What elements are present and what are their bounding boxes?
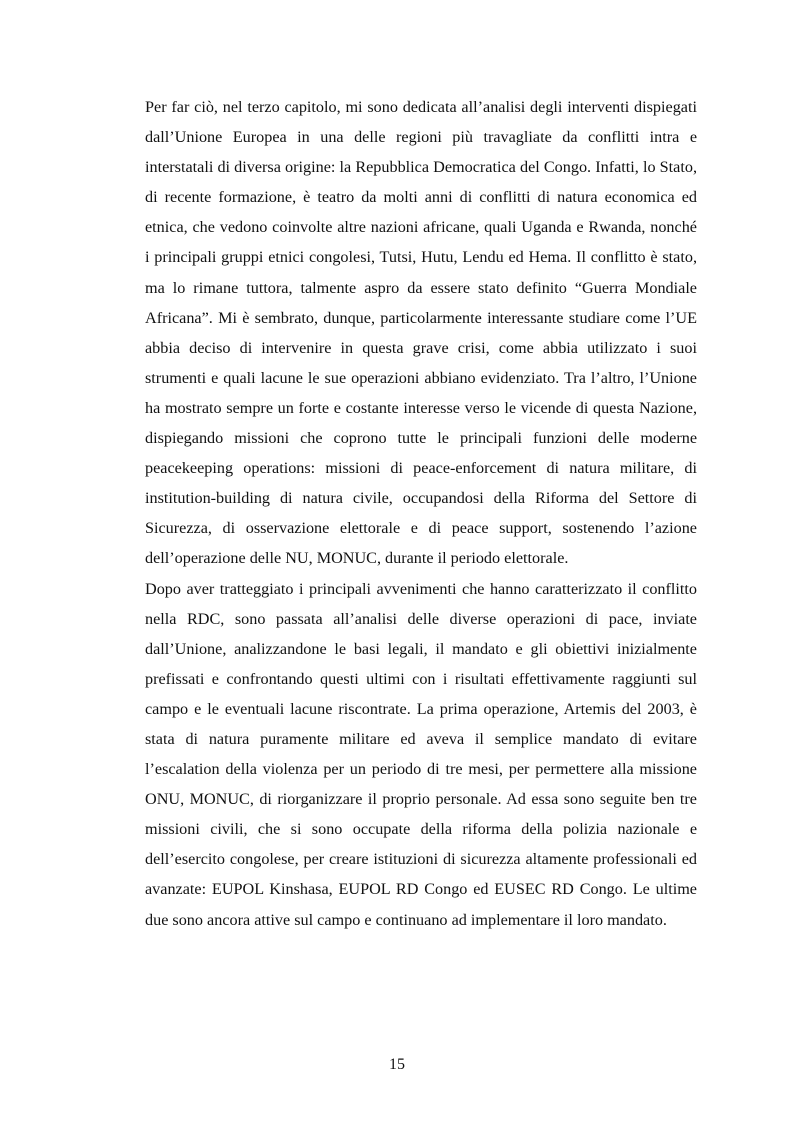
paragraph-1: Per far ciò, nel terzo capitolo, mi sono dedicata all’analisi degli interventi dispiegati dall’Unione Europea in una delle regioni più travagliate da conflitti intra e interstatali di diversa origine: la Repubblica Democratica del Congo. Infatti, lo Stato, di recente formazione, è teatro da molti anni di conflitti di natura economica ed etnica, che vedono coinvolte altre nazioni africane, quali Uganda e Rwanda, nonché i principali gruppi etnici congolesi, Tutsi, Hutu, Lendu ed Hema. Il conflitto è stato, ma lo rimane tuttora, talmente aspro da essere stato definito “Guerra Mondiale Africana”. Mi è sembrato, dunque, particolarmente interessante studiare come l’UE abbia deciso di intervenire in questa grave crisi, come abbia utilizzato i suoi strumenti e quali lacune le sue operazioni abbiano evidenziato. Tra l’altro, l’Unione ha mostrato sempre un forte e costante interesse verso le vicende di questa Nazione, dispiegando missioni che coprono tutte le principali funzioni delle moderne peacekeeping operations: missioni di peace-enforcement di natura militare, di institution-building di natura civile, occupandosi della Riforma del Settore di Sicurezza, di osservazione elettorale e di peace support, sostenendo l’azione dell’operazione delle NU, MONUC, durante il periodo elettorale. [145, 98, 697, 568]
body-text [145, 92, 697, 935]
page-number: 15 [389, 1056, 405, 1073]
paragraph-2: Dopo aver tratteggiato i principali avvenimenti che hanno caratterizzato il conflitto nella RDC, sono passata all’analisi delle diverse operazioni di pace, inviate dall’Unione, analizzandone le basi legali, il mandato e gli obiettivi inizialmente prefissati e confrontando questi ultimi con i risultati effettivamente raggiunti sul campo e le eventuali lacune riscontrate. La prima operazione, Artemis del 2003, è stata di natura puramente militare ed aveva il semplice mandato di evitare l’escalation della violenza per un periodo di tre mesi, per permettere alla missione ONU, MONUC, di riorganizzare il proprio personale. Ad essa sono seguite ben tre missioni civili, che si sono occupate della riforma della polizia nazionale e dell’esercito congolese, per creare istituzioni di sicurezza altamente professionali ed avanzate: EUPOL Kinshasa, EUPOL RD Congo ed EUSEC RD Congo. Le ultime due sono ancora attive sul campo e continuano ad implementare il loro mandato. [145, 579, 697, 929]
